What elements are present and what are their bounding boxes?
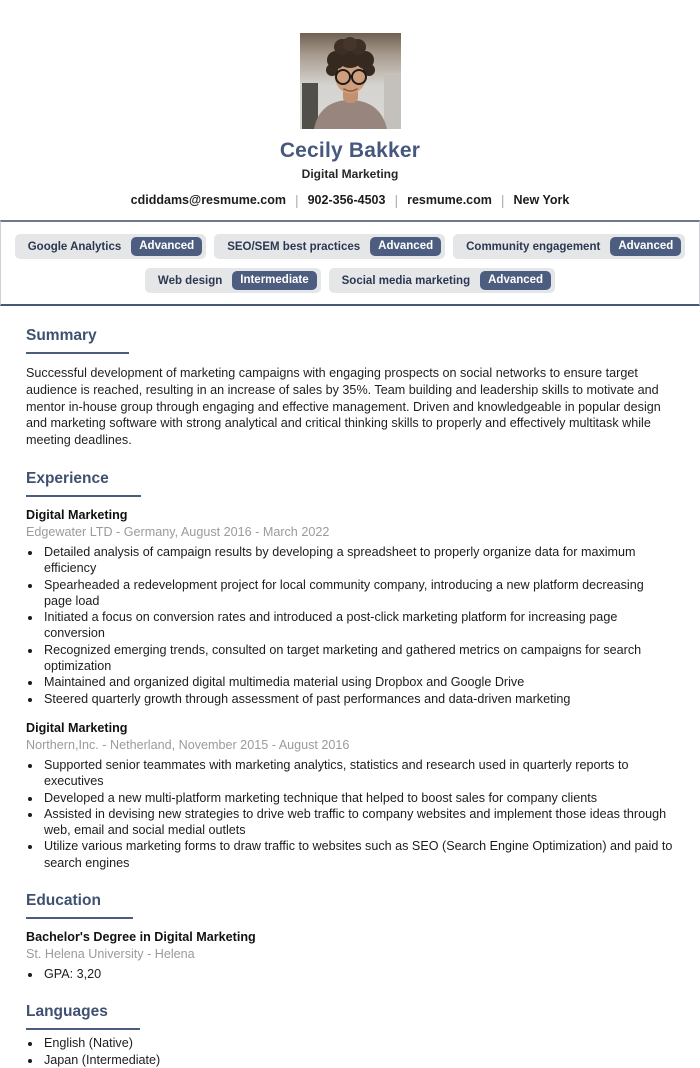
summary-heading: Summary: [26, 327, 129, 354]
job-company-dates: Edgewater LTD - Germany, August 2016 - March 2022: [26, 524, 330, 539]
job-bullet-list: [26, 544, 674, 707]
person-name: Cecily Bakker: [279, 139, 421, 162]
skill-badge-web-design: [145, 268, 321, 293]
experience-entry: [26, 508, 674, 707]
contact-line: [0, 192, 700, 208]
contact-website: resmume.com: [407, 193, 492, 207]
language-item: • Japan (Intermediate): [42, 1052, 674, 1068]
job-bullet-list: [26, 757, 674, 871]
skill-badge-social-media-marketing: [329, 268, 555, 293]
education-bullet: • GPA: 3,20: [42, 966, 674, 982]
job-bullet: • Assisted in devising new strategies to drive web traffic to company websites and implement those ideas through web, email and social medial outlets: [42, 806, 674, 839]
job-bullet: • Spearheaded a redevelopment project for local community company, introducing a new platform decreasing page load: [42, 577, 674, 610]
job-bullet: • Initiated a focus on conversion rates and introduced a post-click marketing platform for increasing page conversion: [42, 609, 674, 642]
summary-text: Successful development of marketing campaigns with engaging prospects on social networks to ensure target audience is reached, resulting in an increase of sales by 35%. Team building and leadership skills to motivate and mentor in-house group through engaging and effective management. Driven and knowledgeable in popular design and marketing software with strong analytical and critical thinking skills to properly and effectively multitask while meeting deadlines.: [26, 366, 661, 448]
contact-phone: 902-356-4503: [307, 193, 386, 207]
skill-name: SEO/SEM best practices: [227, 240, 361, 253]
languages-heading: Languages: [26, 1003, 140, 1030]
school-name: St. Helena University - Helena: [26, 947, 195, 962]
profile-photo-illustration: [300, 33, 401, 129]
skills-row-2: [1, 268, 699, 293]
section-summary: [26, 327, 674, 449]
job-bullet: • Steered quarterly growth through assessment of past performances and data-driven marketing: [42, 691, 674, 707]
section-education: [26, 892, 674, 982]
person-job-title: Digital Marketing: [301, 167, 399, 181]
contact-separator: |: [394, 192, 399, 208]
experience-entry: [26, 721, 674, 871]
skills-row-1: [1, 234, 699, 259]
skill-level-chip: Advanced: [480, 271, 551, 290]
job-bullet: • Detailed analysis of campaign results by developing a spreadsheet to properly organize data for maximum efficiency: [42, 544, 674, 577]
job-title: Digital Marketing: [26, 720, 128, 735]
job-title: Digital Marketing: [26, 507, 128, 522]
education-bullet-list: [26, 966, 674, 982]
contact-location: New York: [513, 193, 570, 207]
skill-level-chip: Advanced: [131, 237, 202, 256]
section-experience: [26, 470, 674, 871]
contact-separator: |: [294, 192, 299, 208]
resume-header: [0, 33, 700, 208]
language-item: • English (Native): [42, 1035, 674, 1051]
job-bullet: • Supported senior teammates with marketing analytics, statistics and research used in quarterly reports to executives: [42, 757, 674, 790]
skill-badge-community-engagement: [453, 234, 685, 259]
job-bullet: • Utilize various marketing forms to draw traffic to websites such as SEO (Search Engine Optimization) and paid to search engines: [42, 838, 674, 871]
skill-name: Web design: [157, 274, 223, 287]
skill-level-chip: Advanced: [370, 237, 441, 256]
experience-heading: Experience: [26, 470, 141, 497]
contact-separator: |: [500, 192, 505, 208]
resume-body: [0, 327, 700, 1068]
skill-name: Social media marketing: [341, 274, 471, 287]
job-bullet: • Developed a new multi-platform marketing technique that helped to boost sales for company clients: [42, 790, 674, 806]
profile-photo: [300, 33, 401, 129]
skill-badge-seo-sem: [214, 234, 445, 259]
job-bullet: • Maintained and organized digital multimedia material using Dropbox and Google Drive: [42, 674, 674, 690]
skill-badge-google-analytics: [15, 234, 206, 259]
skill-name: Google Analytics: [27, 240, 122, 253]
degree-title: Bachelor's Degree in Digital Marketing: [26, 930, 256, 945]
section-languages: [26, 1003, 674, 1068]
skill-level-chip: Intermediate: [232, 271, 316, 290]
skill-level-chip: Advanced: [610, 237, 681, 256]
contact-email: cdiddams@resmume.com: [130, 193, 286, 207]
job-bullet: • Recognized emerging trends, consulted on target marketing and gathered metrics on campaigns for search optimization: [42, 642, 674, 675]
education-heading: Education: [26, 892, 133, 919]
job-company-dates: Northern,Inc. - Netherland, November 2015 - August 2016: [26, 737, 350, 752]
skill-name: Community engagement: [466, 240, 601, 253]
language-list: [26, 1035, 674, 1068]
skills-band: [0, 220, 700, 306]
